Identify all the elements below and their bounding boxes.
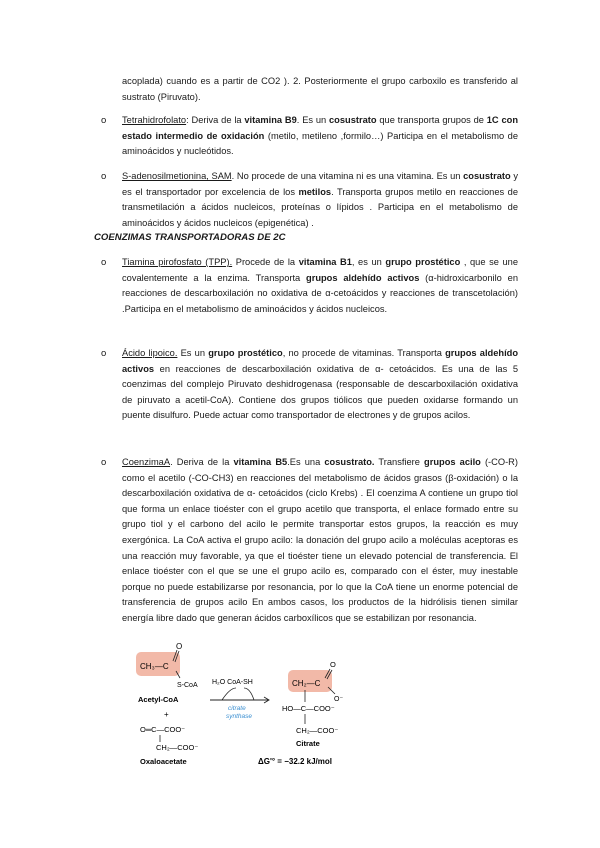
enzyme-name-line1: citrate [228, 705, 246, 712]
oxaloacetate-label: Oxaloacetate [140, 757, 187, 766]
bullet: o [101, 115, 107, 126]
acetyl-ch3: CH₃—C [140, 662, 169, 671]
item-text: Ácido lipoico. Es un grupo prostético, no procede de vitaminas. Transporta grupos aldehído activos en reacciones de descarboxilación oxidativa de α- cetoácidos. Es una de las 5 coenzimas del complejo Piruvato deshidrogenasa (responsable de descarboxilación oxidativa de piruvato a acetil-CoA). Contiene dos grupos tiólicos que pueden oxidarse formando un puente disulfuro. Puede actuar como transportador de electrones y de grupos acilos. [122, 348, 519, 421]
citrate-o: O [330, 660, 336, 669]
arrow-reactants: H₂O CoA-SH [212, 679, 253, 686]
term-lipoico: Ácido lipoico. [122, 348, 178, 358]
bullet: o [101, 457, 107, 468]
citrate-bottom: CH₂—COO⁻ [296, 726, 339, 735]
citrate-label: Citrate [296, 739, 320, 748]
continuation-paragraph: acoplada) cuando es a partir de CO2 ). 2. Posteriormente el grupo carboxilo es transferido al sustrato (Piruvato). [122, 76, 518, 102]
citrate-top: CH₂—C [292, 679, 321, 688]
term-tpp: Tiamina pirofosfato (TPP). [122, 257, 233, 267]
item-text: S-adenosilmetionina, SAM. No procede de una vitamina ni es una vitamina. Es un cosustrato y es el transportador por excelencia de los metilos. Transporta grupos metilo en reacciones de transmetilación a ácidos nucleicos, proteínas o lípidos . Participa en el metabolismo de aminoácidos y ácidos nucleicos (epigenética) . [122, 171, 518, 228]
term-tetrahidrofolato: Tetrahidrofolato [122, 115, 187, 125]
delta-g-value: ΔG'° = −32.2 kJ/mol [258, 757, 332, 766]
enzyme-name-line2: synthase [226, 713, 253, 720]
bullet: o [101, 257, 107, 268]
acetyl-scoa: S-CoA [177, 682, 198, 689]
oxaloacetate-line2: CH₂—COO⁻ [156, 743, 199, 752]
section-heading: COENZIMAS TRANSPORTADORAS DE 2C [94, 232, 286, 243]
item-text: Tetrahidrofolato: Deriva de la vitamina B9. Es un cosustrato que transporta grupos de 1C con estado intermedio de oxidación (metilo, metileno ,formilo…) Participa en el metabolismo de aminoácidos y nucleótidos. [122, 115, 519, 157]
bullet: o [101, 171, 107, 182]
term-sam: S-adenosilmetionina, SAM [122, 171, 232, 181]
citrate-synthase-reaction-figure [130, 640, 460, 770]
term-coenzima-a: CoenzimaA [122, 457, 171, 467]
citrate-o-minus: O⁻ [334, 696, 344, 703]
reaction-diagram [130, 640, 460, 770]
bullet: o [101, 348, 107, 359]
item-text: CoenzimaA. Deriva de la vitamina B5.Es una cosustrato. Transfiere grupos acilo (-CO-R) como el acetilo (-CO-CH3) en reacciones del metabolismo de ácidos grasos (β-oxidación) o la descarboxilación oxidativa de α- cetoácidos (ciclo Krebs) . El coenzima A contiene un grupo tiol que forma un enlace tioéster con el grupo acetilo que transporta, el enlace formado entre su grupo tiol y el carbono del acilo le permite transportar estos grupos, la reacción es muy exergónica. La CoA activa el grupo acilo: la donación del grupo acilo a moléculas aceptoras es una reacción muy favorable, ya que el tioéster tiene un elevado potencial de transferencia. El enlace tioéster con el que se une el grupo acilo es, comparado con el éster, muy inestable porque no puede estabilizarse por resonancia, por lo que la CoA tiene un enorme potencial de transferencia de grupos acilo En ambos casos, los productos de la hidrólisis tienen similar energía libre dado que generan ácidos carboxílicos que se estabilizan por resonancia. [122, 457, 518, 623]
item-text: Tiamina pirofosfato (TPP). Procede de la vitamina B1, es un grupo prostético , que se une covalentemente a la enzima. Transporta grupos aldehído activos (α-hidroxicarbonilo en reacciones de descarboxilación no oxidativa de α-cetoácidos y reacciones de transcetolación) .Participa en el metabolismo de aminoácidos y ácidos nucleicos. [122, 257, 519, 314]
acetyl-o: O [176, 642, 183, 651]
plus-sign: + [164, 710, 169, 719]
oxaloacetate-line1: O═C—COO⁻ [140, 725, 186, 734]
citrate-mid: HO—C—COO⁻ [282, 704, 335, 713]
acetyl-label: Acetyl-CoA [138, 695, 179, 704]
